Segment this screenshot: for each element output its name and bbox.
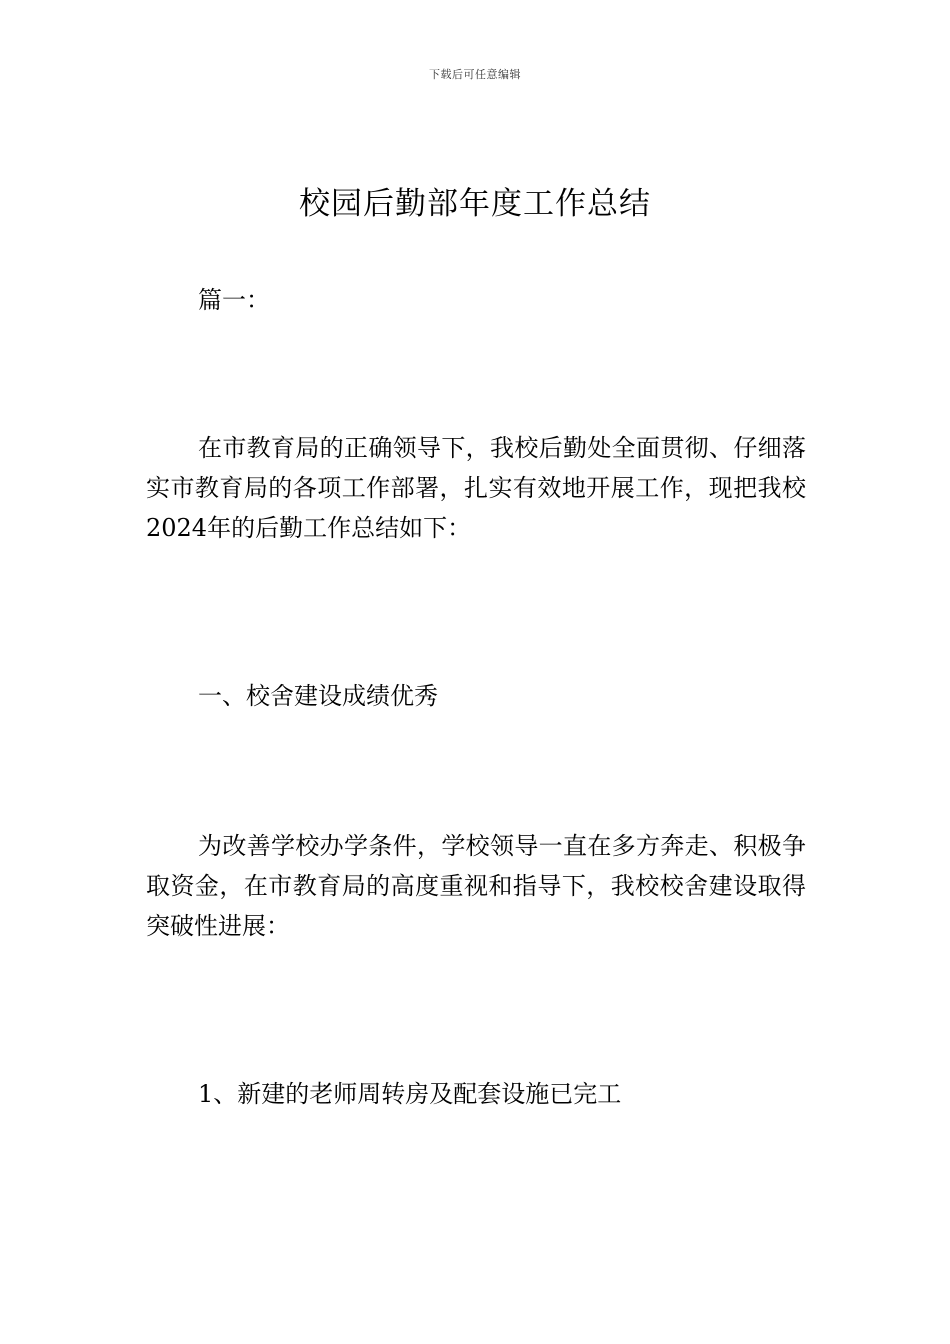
section-heading: 一、校舍建设成绩优秀	[198, 682, 438, 710]
part-label: 篇一：	[198, 286, 270, 314]
list-item: 1、新建的老师周转房及配套设施已完工	[198, 1080, 622, 1108]
header-note: 下载后可任意编辑	[429, 68, 521, 81]
section-body-paragraph: 为改善学校办学条件，学校领导一直在多方奔走、积极争取资金，在市教育局的高度重视和指导下，我校校舍建设取得突破性进展：	[146, 832, 806, 940]
document-title: 校园后勤部年度工作总结	[299, 186, 651, 222]
intro-paragraph: 在市教育局的正确领导下，我校后勤处全面贯彻、仔细落实市教育局的各项工作部署，扎实有效地开展工作，现把我校2024年的后勤工作总结如下：	[146, 434, 806, 542]
